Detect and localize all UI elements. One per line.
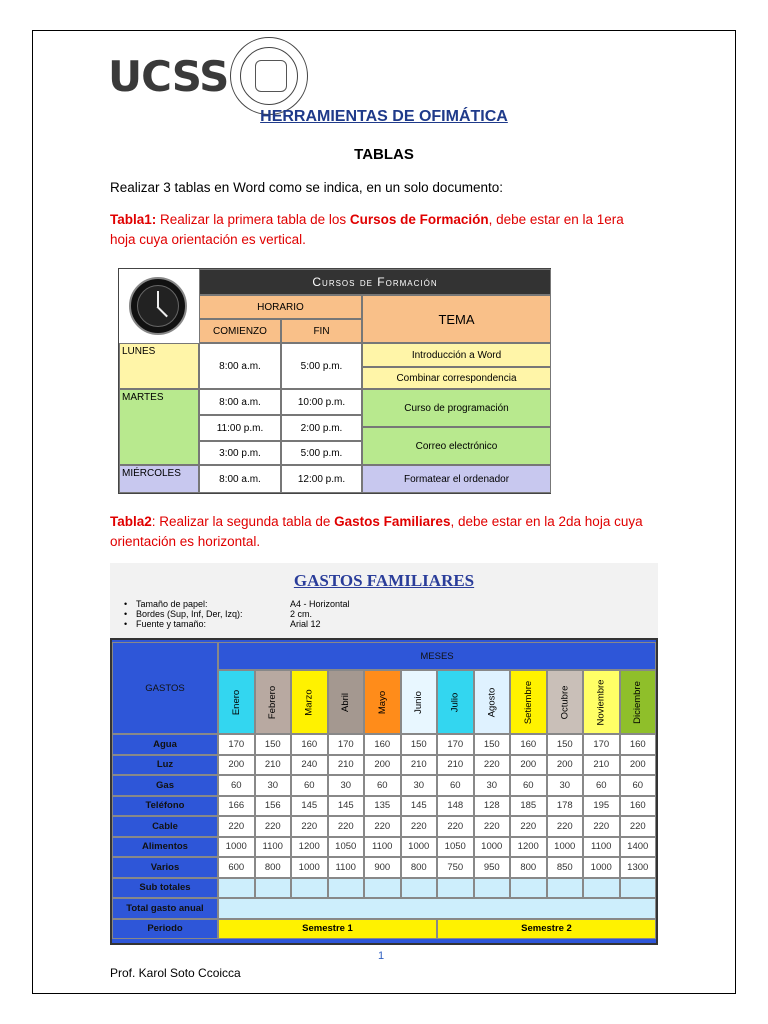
- expense-value: 60: [620, 775, 657, 796]
- month-header: [328, 670, 365, 734]
- intro-text: Realizar 3 tablas en Word como se indica, en un solo documento:: [110, 180, 503, 195]
- subtotal-cell: [510, 878, 547, 899]
- spec-value: A4 - Horizontal: [290, 599, 350, 609]
- cursos-title: Cursos de Formación: [199, 269, 551, 295]
- month-label: Setiembre: [522, 680, 534, 724]
- subtotal-cell: [364, 878, 401, 899]
- gastos-header: GASTOS: [112, 642, 218, 734]
- gastos-title: GASTOS FAMILIARES: [293, 571, 475, 590]
- expense-value: 160: [364, 734, 401, 755]
- university-seal-icon: [230, 37, 308, 115]
- subtotal-cell: [328, 878, 365, 899]
- expense-value: 750: [437, 857, 474, 878]
- subtotal-cell: [437, 878, 474, 899]
- expense-value: 1000: [583, 857, 620, 878]
- expense-value: 150: [474, 734, 511, 755]
- expense-value: 145: [401, 796, 438, 817]
- tabla2-bold: Gastos Familiares: [334, 514, 451, 529]
- expense-value: 220: [547, 816, 584, 837]
- expense-value: 145: [291, 796, 328, 817]
- spec-value: Arial 12: [290, 619, 321, 629]
- subtotal-cell: [401, 878, 438, 899]
- expense-value: 30: [328, 775, 365, 796]
- expense-value: 178: [547, 796, 584, 817]
- expense-value: 210: [328, 755, 365, 776]
- topic: Introducción a Word: [362, 343, 551, 367]
- expense-value: 210: [583, 755, 620, 776]
- subtotal-cell: [218, 878, 255, 899]
- end-time: 12:00 p.m.: [281, 465, 362, 493]
- ucss-logo: [108, 40, 308, 112]
- page-number: 1: [378, 950, 385, 962]
- gastos-table: [110, 638, 658, 945]
- tabla1-text-a: Realizar la primera tabla de los: [156, 212, 350, 227]
- expense-value: 1200: [510, 837, 547, 858]
- month-header: [437, 670, 474, 734]
- expense-value: 220: [364, 816, 401, 837]
- month-label: Diciembre: [632, 680, 644, 724]
- expense-value: 195: [583, 796, 620, 817]
- cursos-table: [118, 268, 551, 494]
- tabla2-label: Tabla2: [110, 514, 152, 529]
- expense-value: 240: [291, 755, 328, 776]
- page-subtitle: TABLAS: [354, 146, 414, 163]
- month-header: [583, 670, 620, 734]
- semestre-2: Semestre 2: [437, 919, 656, 940]
- month-label: Octubre: [559, 685, 571, 719]
- month-label: Abril: [340, 692, 352, 712]
- expense-value: 1100: [364, 837, 401, 858]
- expense-value: 60: [510, 775, 547, 796]
- expense-value: 200: [620, 755, 657, 776]
- tabla1-bold: Cursos de Formación: [349, 212, 489, 227]
- expense-label: Cable: [112, 816, 218, 837]
- expense-value: 128: [474, 796, 511, 817]
- start-time: 3:00 p.m.: [199, 441, 281, 465]
- expense-value: 30: [547, 775, 584, 796]
- month-label: Mayo: [376, 690, 388, 714]
- expense-value: 950: [474, 857, 511, 878]
- expense-value: 156: [255, 796, 292, 817]
- tabla2-text-a: : Realizar la segunda tabla de: [151, 514, 335, 529]
- expense-value: 185: [510, 796, 547, 817]
- expense-label: Agua: [112, 734, 218, 755]
- end-time: 10:00 p.m.: [281, 389, 362, 415]
- expense-value: 60: [291, 775, 328, 796]
- expense-value: 160: [291, 734, 328, 755]
- expense-value: 148: [437, 796, 474, 817]
- expense-value: 150: [401, 734, 438, 755]
- expense-value: 800: [401, 857, 438, 878]
- subtotal-cell: [620, 878, 657, 899]
- expense-value: 220: [218, 816, 255, 837]
- page-title: HERRAMIENTAS DE OFIMÁTICA: [260, 108, 508, 125]
- month-header: [474, 670, 511, 734]
- expense-value: 166: [218, 796, 255, 817]
- expense-value: 200: [364, 755, 401, 776]
- start-time: 8:00 a.m.: [199, 343, 281, 389]
- month-label: Marzo: [303, 688, 315, 716]
- expense-value: 220: [510, 816, 547, 837]
- expense-value: 30: [474, 775, 511, 796]
- expense-value: 60: [437, 775, 474, 796]
- expense-value: 1400: [620, 837, 657, 858]
- day-martes: MARTES: [119, 389, 199, 465]
- expense-value: 220: [401, 816, 438, 837]
- subtotal-cell: [474, 878, 511, 899]
- spec-value: 2 cm.: [290, 609, 313, 619]
- subtotal-cell: [547, 878, 584, 899]
- tema-header: TEMA: [362, 295, 551, 343]
- expense-value: 30: [401, 775, 438, 796]
- clock-icon: [129, 277, 187, 335]
- spec-values: [290, 599, 350, 629]
- tabla1-instructions: [110, 210, 650, 250]
- gastos-image: [110, 563, 658, 945]
- expense-value: 170: [437, 734, 474, 755]
- day-miercoles: MIÉRCOLES: [119, 465, 199, 493]
- expense-label: Varios: [112, 857, 218, 878]
- expense-value: 220: [437, 816, 474, 837]
- expense-value: 210: [437, 755, 474, 776]
- expense-value: 160: [510, 734, 547, 755]
- expense-value: 800: [510, 857, 547, 878]
- start-time: 8:00 a.m.: [199, 389, 281, 415]
- month-label: Enero: [230, 689, 242, 715]
- expense-value: 900: [364, 857, 401, 878]
- expense-value: 1000: [547, 837, 584, 858]
- month-label: Noviembre: [595, 679, 607, 725]
- fin-header: FIN: [281, 319, 362, 343]
- expense-value: 60: [218, 775, 255, 796]
- meses-header: MESES: [218, 642, 656, 670]
- subtotal-cell: [255, 878, 292, 899]
- expense-value: 1300: [620, 857, 657, 878]
- start-time: 8:00 a.m.: [199, 465, 281, 493]
- expense-value: 220: [583, 816, 620, 837]
- month-label: Julio: [449, 692, 461, 712]
- expense-value: 170: [328, 734, 365, 755]
- expense-value: 220: [620, 816, 657, 837]
- topic: Correo electrónico: [362, 427, 551, 465]
- expense-label: Luz: [112, 755, 218, 776]
- expense-value: 1000: [291, 857, 328, 878]
- total-cell: [218, 898, 656, 919]
- month-label: Febrero: [267, 685, 279, 719]
- month-header: [218, 670, 255, 734]
- expense-value: 210: [401, 755, 438, 776]
- expense-value: 210: [255, 755, 292, 776]
- expense-value: 220: [474, 816, 511, 837]
- logo-text: UCSS: [108, 51, 229, 101]
- expense-value: 220: [328, 816, 365, 837]
- periodo-label: Periodo: [112, 919, 218, 940]
- start-time: 11:00 p.m.: [199, 415, 281, 441]
- end-time: 5:00 p.m.: [281, 441, 362, 465]
- topic: Combinar correspondencia: [362, 367, 551, 389]
- expense-value: 200: [510, 755, 547, 776]
- expense-value: 60: [364, 775, 401, 796]
- expense-value: 200: [218, 755, 255, 776]
- expense-value: 200: [547, 755, 584, 776]
- expense-value: 170: [583, 734, 620, 755]
- month-header: [291, 670, 328, 734]
- expense-value: 1000: [474, 837, 511, 858]
- end-time: 5:00 p.m.: [281, 343, 362, 389]
- tabla2-instructions: [110, 512, 650, 552]
- expense-value: 60: [583, 775, 620, 796]
- expense-value: 800: [255, 857, 292, 878]
- month-label: Junio: [413, 690, 425, 714]
- expense-value: 150: [255, 734, 292, 755]
- expense-value: 1100: [255, 837, 292, 858]
- subtotales-label: Sub totales: [112, 878, 218, 899]
- expense-value: 145: [328, 796, 365, 817]
- subtotal-cell: [291, 878, 328, 899]
- month-header: [620, 670, 657, 734]
- end-time: 2:00 p.m.: [281, 415, 362, 441]
- expense-value: 1000: [218, 837, 255, 858]
- spec-label: • Fuente y tamaño:: [124, 619, 243, 629]
- expense-value: 1050: [328, 837, 365, 858]
- horario-header: HORARIO: [199, 295, 362, 319]
- topic: Formatear el ordenador: [362, 465, 551, 493]
- topic: Curso de programación: [362, 389, 551, 427]
- month-header: [364, 670, 401, 734]
- tabla1-label: Tabla1:: [110, 212, 157, 227]
- expense-label: Alimentos: [112, 837, 218, 858]
- expense-value: 160: [620, 734, 657, 755]
- month-header: [547, 670, 584, 734]
- subtotal-cell: [583, 878, 620, 899]
- expense-value: 135: [364, 796, 401, 817]
- expense-value: 160: [620, 796, 657, 817]
- tabla1-text-b: , debe estar en la 1era hoja cuya orientación es vertical.: [110, 212, 624, 247]
- expense-value: 850: [547, 857, 584, 878]
- day-lunes: LUNES: [119, 343, 199, 389]
- expense-value: 1000: [401, 837, 438, 858]
- month-header: [510, 670, 547, 734]
- expense-value: 1050: [437, 837, 474, 858]
- month-header: [255, 670, 292, 734]
- footer-author: Prof. Karol Soto Ccoicca: [110, 966, 241, 980]
- expense-value: 220: [291, 816, 328, 837]
- semestre-1: Semestre 1: [218, 919, 437, 940]
- expense-value: 150: [547, 734, 584, 755]
- expense-value: 30: [255, 775, 292, 796]
- month-label: Agosto: [486, 687, 498, 717]
- expense-value: 1200: [291, 837, 328, 858]
- expense-value: 1100: [328, 857, 365, 878]
- expense-value: 170: [218, 734, 255, 755]
- tabla2-text-b: , debe estar en la 2da hoja cuya orientación es horizontal.: [110, 514, 643, 549]
- expense-value: 1100: [583, 837, 620, 858]
- comienzo-header: COMIENZO: [199, 319, 281, 343]
- expense-label: Gas: [112, 775, 218, 796]
- expense-label: Teléfono: [112, 796, 218, 817]
- spec-label: • Bordes (Sup, Inf, Der, Izq):: [124, 609, 243, 619]
- month-header: [401, 670, 438, 734]
- spec-labels: [124, 599, 243, 629]
- total-label: Total gasto anual: [112, 898, 218, 919]
- expense-value: 600: [218, 857, 255, 878]
- expense-value: 220: [474, 755, 511, 776]
- expense-value: 220: [255, 816, 292, 837]
- spec-label: • Tamaño de papel:: [124, 599, 243, 609]
